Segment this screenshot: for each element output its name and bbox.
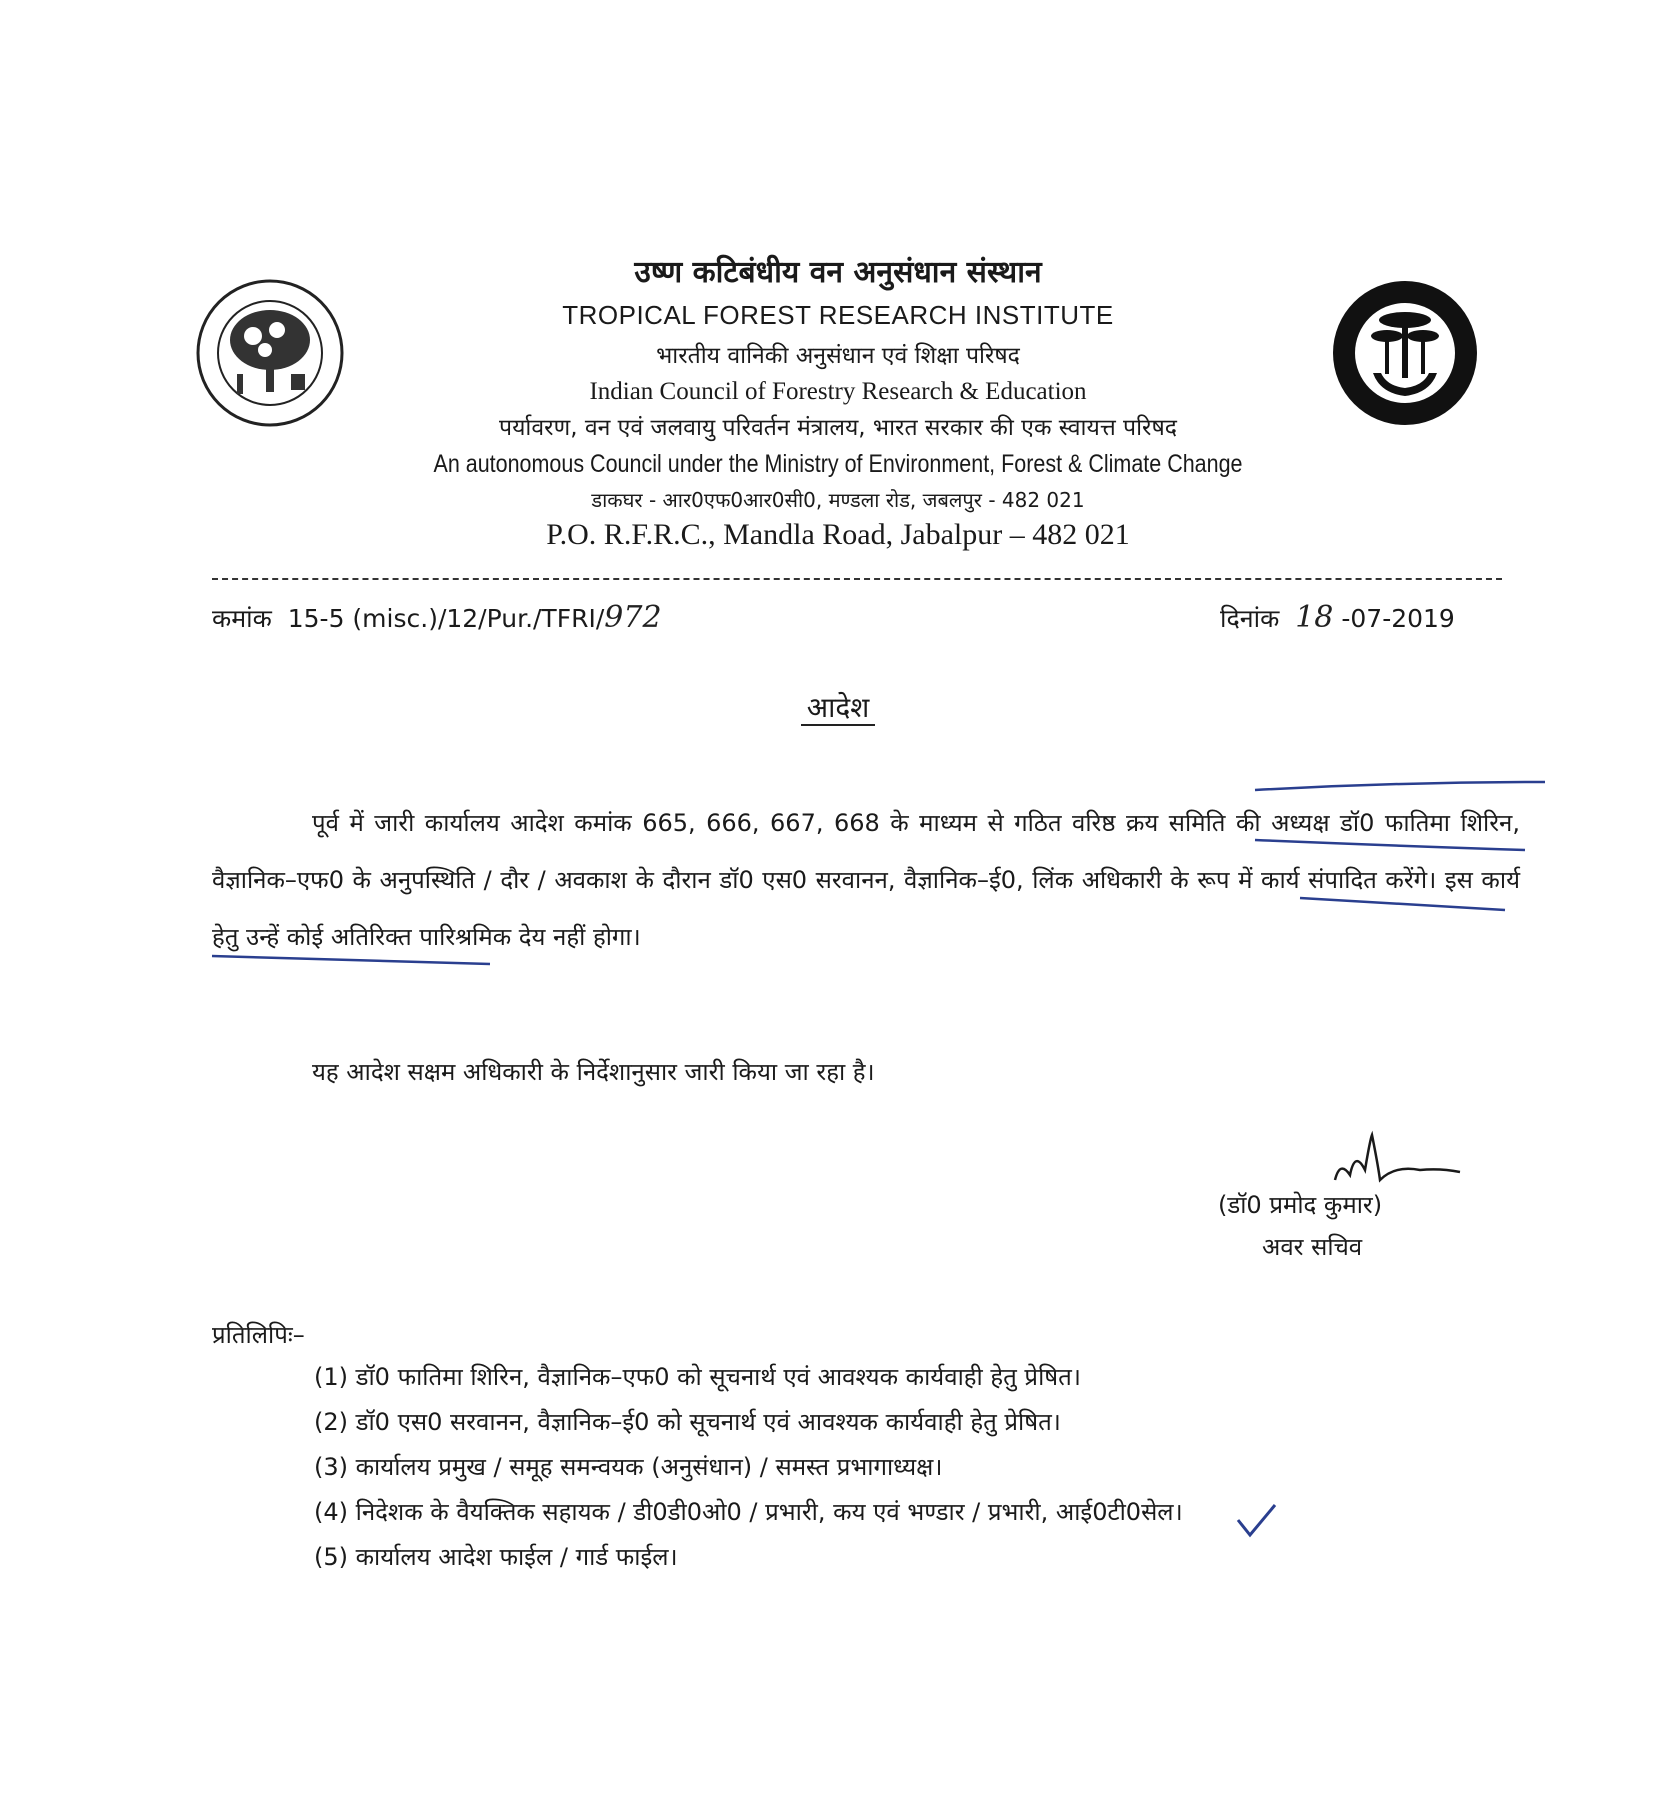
- address-english: P.O. R.F.R.C., Mandla Road, Jabalpur – 482 021: [546, 518, 1130, 551]
- ministry-line-hindi: पर्यावरण, वन एवं जलवायु परिवर्तन मंत्रालय, भारत सरकार की एक स्वायत्त परिषद: [499, 415, 1177, 441]
- ink-underline: [1255, 782, 1545, 790]
- copy-to-heading: प्रतिलिपिः–: [212, 1321, 305, 1349]
- handwritten-reference-number: 972: [604, 600, 662, 635]
- signatory-name: (डॉ0 प्रमोद कुमार): [1218, 1191, 1383, 1219]
- reference-number: [212, 600, 662, 635]
- reference-code: 15-5 (misc.)/12/Pur./TFRI/: [287, 604, 605, 633]
- address-hindi: डाकघर - आर0एफ0आर0सी0, मण्डला रोड, जबलपुर - 482 021: [591, 488, 1085, 512]
- issue-date: [1220, 600, 1455, 635]
- copy-item: (2) डॉ0 एस0 सरवानन, वैज्ञानिक–ई0 को सूचनार्थ एवं आवश्यक कार्यवाही हेतु प्रेषित।: [314, 1408, 1061, 1436]
- institute-name-hindi: उष्ण कटिबंधीय वन अनुसंधान संस्थान: [634, 255, 1042, 290]
- signatory-designation: अवर सचिव: [1262, 1233, 1363, 1261]
- order-title-text: आदेश: [801, 691, 876, 726]
- authority-paragraph: यह आदेश सक्षम अधिकारी के निर्देशानुसार जारी किया जा रहा है।: [312, 1058, 875, 1086]
- date-month-year: -07-2019: [1341, 604, 1455, 633]
- handwritten-date-day: 18: [1295, 600, 1334, 635]
- ministry-line-english: An autonomous Council under the Ministry of Environment, Forest & Climate Change: [433, 450, 1243, 478]
- reference-label: कमांक: [212, 604, 272, 633]
- copy-item: (4) निदेशक के वैयक्तिक सहायक / डी0डी0ओ0 / प्रभारी, कय एवं भण्डार / प्रभारी, आई0टी0सेल।: [314, 1498, 1183, 1526]
- council-name-hindi: भारतीय वानिकी अनुसंधान एवं शिक्षा परिषद: [656, 343, 1020, 369]
- institute-name-english: TROPICAL FOREST RESEARCH INSTITUTE: [562, 300, 1114, 330]
- copy-to-list: [314, 1355, 1183, 1580]
- order-title: [0, 688, 1676, 726]
- letterhead-divider: [212, 578, 1502, 580]
- copy-item: (1) डॉ0 फातिमा शिरिन, वैज्ञानिक–एफ0 को सूचनार्थ एवं आवश्यक कार्यवाही हेतु प्रेषित।: [314, 1363, 1081, 1391]
- copy-item: (5) कार्यालय आदेश फाईल / गार्ड फाईल।: [314, 1543, 678, 1571]
- ink-tick: [1238, 1505, 1275, 1535]
- order-paragraph: पूर्व में जारी कार्यालय आदेश कमांक 665, 666, 667, 668 के माध्यम से गठित वरिष्ठ क्रय समिति की अध्यक्ष डॉ0 फातिमा शिरिन, वैज्ञानिक–एफ0 के अनुपस्थिति / दौर / अवकाश के दौरान डॉ0 एस0 सरवानन, वैज्ञानिक–ई0, लिंक अधिकारी के रूप में कार्य संपादित करेंगे। इस कार्य हेतु उन्हें कोई अतिरिक्त पारिश्रमिक देय नहीं होगा।: [212, 809, 1520, 951]
- council-name-english: Indian Council of Forestry Research & Education: [589, 378, 1087, 405]
- copy-item: (3) कार्यालय प्रमुख / समूह समन्वयक (अनुसंधान) / समस्त प्रभागाध्यक्ष।: [314, 1453, 943, 1481]
- date-label: दिनांक: [1220, 604, 1280, 633]
